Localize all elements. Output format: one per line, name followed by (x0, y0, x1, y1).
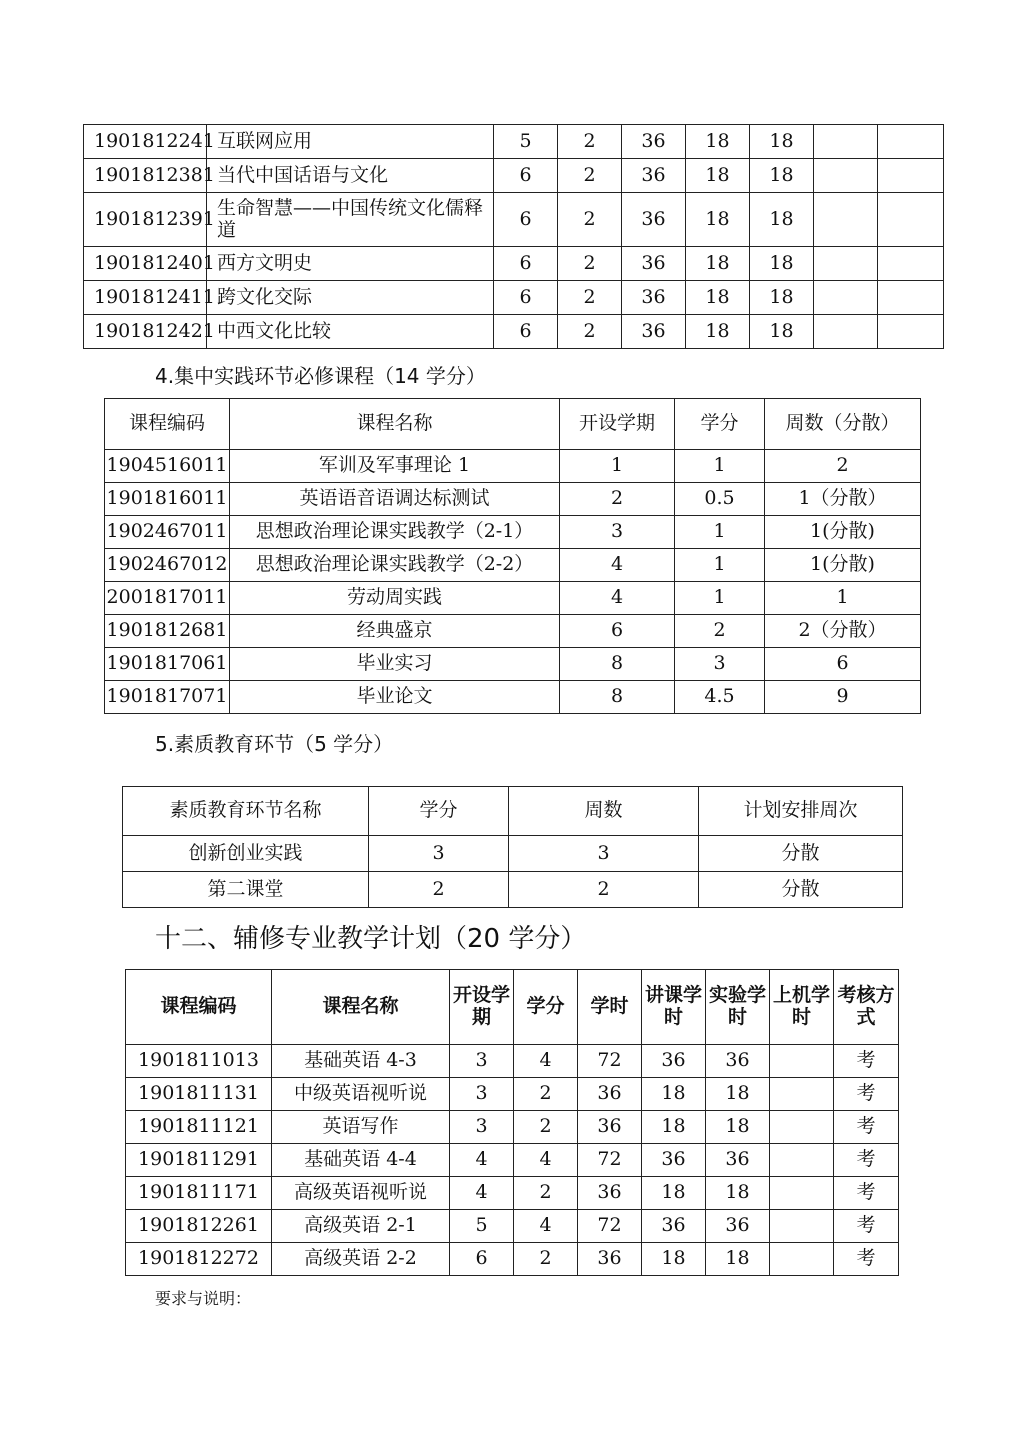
table-cell: 1(分散) (765, 516, 921, 549)
table-cell: 18 (642, 1177, 706, 1210)
table-cell: 18 (706, 1243, 770, 1276)
course-code-cell: 第二课堂 (123, 872, 369, 908)
course-code-cell: 1901812241 (84, 125, 207, 159)
header-cell: 课程名称 (272, 970, 450, 1045)
course-code-cell: 1901812272 (126, 1243, 272, 1276)
table-cell: 1（分散） (765, 483, 921, 516)
course-code-cell: 2001817011 (105, 582, 230, 615)
quality-table-header (123, 787, 903, 836)
section4-title: 4.集中实践环节必修课程（14 学分） (155, 364, 486, 388)
table-cell: 1 (675, 450, 765, 483)
table-cell: 2 (509, 872, 699, 908)
table-row (126, 1144, 899, 1177)
table-cell: 2 (514, 1111, 578, 1144)
table-cell: 4 (514, 1144, 578, 1177)
course-name-cell: 思想政治理论课实践教学（2-2） (230, 549, 560, 582)
table-cell: 2 (558, 315, 622, 349)
table-row (126, 1243, 899, 1276)
table-cell: 18 (750, 125, 814, 159)
course-code-cell: 1901811121 (126, 1111, 272, 1144)
table-cell: 5 (494, 125, 558, 159)
course-name-cell: 中级英语视听说 (272, 1078, 450, 1111)
table-cell: 36 (578, 1177, 642, 1210)
course-code-cell: 1901812421 (84, 315, 207, 349)
table-cell: 8 (560, 681, 675, 714)
course-name-cell: 毕业实习 (230, 648, 560, 681)
table-cell: 36 (578, 1078, 642, 1111)
table-cell: 36 (706, 1210, 770, 1243)
course-name-cell: 基础英语 4-4 (272, 1144, 450, 1177)
table-cell: 18 (750, 315, 814, 349)
table-cell: 2 (558, 125, 622, 159)
course-name-cell: 高级英语视听说 (272, 1177, 450, 1210)
table-row (105, 681, 921, 714)
table-cell (814, 281, 878, 315)
table-cell: 36 (642, 1210, 706, 1243)
table-cell: 18 (706, 1177, 770, 1210)
course-name-cell: 2 (369, 872, 509, 908)
table-cell: 36 (622, 193, 686, 247)
table-cell: 36 (642, 1144, 706, 1177)
table-cell: 4 (560, 549, 675, 582)
table-cell: 1 (675, 582, 765, 615)
header-cell: 学时 (578, 970, 642, 1045)
requirements-note: 要求与说明： (155, 1289, 252, 1308)
table-cell: 36 (622, 315, 686, 349)
course-code-cell: 1901816011 (105, 483, 230, 516)
table-cell: 6 (494, 193, 558, 247)
table-cell: 4 (450, 1144, 514, 1177)
table-cell: 18 (706, 1078, 770, 1111)
course-code-cell: 1901811013 (126, 1045, 272, 1078)
table-cell: 考 (834, 1078, 899, 1111)
table-cell: 6 (494, 281, 558, 315)
table-cell: 1 (765, 582, 921, 615)
table-cell: 2 (514, 1078, 578, 1111)
course-name-cell: 跨文化交际 (207, 281, 494, 315)
table-row (126, 1210, 899, 1243)
table-cell: 考 (834, 1045, 899, 1078)
table-cell: 1(分散) (765, 549, 921, 582)
table-cell: 72 (578, 1144, 642, 1177)
table-cell: 2 (514, 1177, 578, 1210)
table-cell: 2 (675, 615, 765, 648)
table-cell (770, 1243, 834, 1276)
table-cell: 2 (558, 159, 622, 193)
header-cell: 开设学期 (560, 399, 675, 450)
table-cell (770, 1111, 834, 1144)
table-cell (878, 315, 944, 349)
table-cell: 5 (450, 1210, 514, 1243)
table-cell: 6 (560, 615, 675, 648)
table-cell (878, 247, 944, 281)
table-cell: 3 (509, 836, 699, 872)
table-row (84, 315, 944, 349)
course-name-cell: 当代中国话语与文化 (207, 159, 494, 193)
course-code-cell: 1901812411 (84, 281, 207, 315)
table-cell: 18 (686, 281, 750, 315)
minor-table-body (126, 1045, 899, 1276)
table-cell: 4.5 (675, 681, 765, 714)
table-cell (878, 281, 944, 315)
table-cell: 6 (450, 1243, 514, 1276)
table-cell (814, 125, 878, 159)
course-name-cell: 经典盛京 (230, 615, 560, 648)
table-cell: 1 (675, 549, 765, 582)
header-cell: 周数 (509, 787, 699, 836)
practice-course-table (104, 398, 921, 714)
course-code-cell: 1901817071 (105, 681, 230, 714)
table-cell: 36 (706, 1045, 770, 1078)
header-cell: 开设学期 (450, 970, 514, 1045)
table-cell: 2 (514, 1243, 578, 1276)
table-cell (770, 1177, 834, 1210)
table-cell: 18 (750, 193, 814, 247)
table-cell: 18 (686, 125, 750, 159)
previous-course-table (83, 124, 944, 349)
table-cell: 0.5 (675, 483, 765, 516)
section12-title: 十二、辅修专业教学计划（20 学分） (155, 924, 587, 954)
table-cell (814, 193, 878, 247)
table-cell: 18 (706, 1111, 770, 1144)
table-cell (770, 1210, 834, 1243)
header-cell: 学分 (369, 787, 509, 836)
table-cell: 8 (560, 648, 675, 681)
table-cell: 考 (834, 1111, 899, 1144)
table-cell: 考 (834, 1177, 899, 1210)
table-cell: 18 (686, 315, 750, 349)
table-row (123, 872, 903, 908)
table-cell: 4 (514, 1045, 578, 1078)
course-code-cell: 1901812261 (126, 1210, 272, 1243)
table-cell: 6 (494, 247, 558, 281)
section5-title: 5.素质教育环节（5 学分） (155, 732, 394, 756)
table-cell: 6 (494, 159, 558, 193)
course-code-cell: 1901812681 (105, 615, 230, 648)
course-name-cell: 互联网应用 (207, 125, 494, 159)
table-cell: 36 (622, 247, 686, 281)
header-cell: 课程编码 (126, 970, 272, 1045)
table-cell: 18 (642, 1111, 706, 1144)
minor-plan-table (125, 969, 899, 1276)
table-cell (878, 159, 944, 193)
table-cell: 3 (450, 1078, 514, 1111)
table-cell: 4 (450, 1177, 514, 1210)
table-cell: 3 (560, 516, 675, 549)
table-cell: 3 (450, 1045, 514, 1078)
table-cell: 9 (765, 681, 921, 714)
header-cell: 学分 (675, 399, 765, 450)
table-cell: 18 (686, 193, 750, 247)
table-cell (878, 193, 944, 247)
header-cell: 讲课学时 (642, 970, 706, 1045)
table-cell: 18 (686, 247, 750, 281)
table-row (105, 483, 921, 516)
table-cell: 3 (675, 648, 765, 681)
table-row (123, 836, 903, 872)
header-cell: 实验学时 (706, 970, 770, 1045)
table-cell: 4 (560, 582, 675, 615)
header-cell: 计划安排周次 (699, 787, 903, 836)
table-row (84, 159, 944, 193)
course-code-cell: 1901811171 (126, 1177, 272, 1210)
table-cell (770, 1078, 834, 1111)
table-cell: 36 (622, 125, 686, 159)
table-row (105, 648, 921, 681)
course-name-cell: 西方文明史 (207, 247, 494, 281)
course-code-cell: 1901811131 (126, 1078, 272, 1111)
previous-table-body (84, 125, 944, 349)
course-code-cell: 1901812381 (84, 159, 207, 193)
table-cell: 2 (558, 247, 622, 281)
header-cell: 课程编码 (105, 399, 230, 450)
table-cell: 分散 (699, 836, 903, 872)
course-name-cell: 高级英语 2-2 (272, 1243, 450, 1276)
course-code-cell: 1901812401 (84, 247, 207, 281)
table-cell: 72 (578, 1210, 642, 1243)
table-row (84, 281, 944, 315)
table-row (105, 615, 921, 648)
table-cell: 考 (834, 1243, 899, 1276)
table-cell (770, 1045, 834, 1078)
table-row (126, 1045, 899, 1078)
table-cell: 36 (578, 1111, 642, 1144)
table-cell: 72 (578, 1045, 642, 1078)
table-cell: 36 (622, 159, 686, 193)
table-cell: 6 (765, 648, 921, 681)
table-row (105, 549, 921, 582)
course-code-cell: 1901817061 (105, 648, 230, 681)
course-name-cell: 3 (369, 836, 509, 872)
table-cell: 考 (834, 1144, 899, 1177)
table-cell: 2 (765, 450, 921, 483)
table-cell: 考 (834, 1210, 899, 1243)
table-cell: 3 (450, 1111, 514, 1144)
table-cell: 36 (706, 1144, 770, 1177)
course-code-cell: 创新创业实践 (123, 836, 369, 872)
course-name-cell: 英语写作 (272, 1111, 450, 1144)
table-cell: 18 (750, 247, 814, 281)
table-row (84, 125, 944, 159)
table-row (105, 450, 921, 483)
table-cell: 18 (750, 159, 814, 193)
table-cell: 18 (642, 1243, 706, 1276)
course-code-cell: 1901811291 (126, 1144, 272, 1177)
minor-table-header (126, 970, 899, 1045)
table-row (126, 1177, 899, 1210)
table-cell (770, 1144, 834, 1177)
table-cell: 1 (675, 516, 765, 549)
course-name-cell: 基础英语 4-3 (272, 1045, 450, 1078)
table-row (105, 516, 921, 549)
practice-table-header (105, 399, 921, 450)
practice-table-body (105, 450, 921, 714)
header-cell: 上机学时 (770, 970, 834, 1045)
header-cell: 素质教育环节名称 (123, 787, 369, 836)
table-row (126, 1111, 899, 1144)
course-name-cell: 毕业论文 (230, 681, 560, 714)
table-cell: 36 (642, 1045, 706, 1078)
table-cell: 2 (560, 483, 675, 516)
table-row (105, 582, 921, 615)
table-cell (878, 125, 944, 159)
course-name-cell: 中西文化比较 (207, 315, 494, 349)
course-name-cell: 劳动周实践 (230, 582, 560, 615)
table-cell: 4 (514, 1210, 578, 1243)
course-code-cell: 1902467012 (105, 549, 230, 582)
header-cell: 学分 (514, 970, 578, 1045)
table-cell (814, 247, 878, 281)
table-cell: 6 (494, 315, 558, 349)
header-cell: 课程名称 (230, 399, 560, 450)
table-cell (814, 159, 878, 193)
table-cell: 36 (622, 281, 686, 315)
table-cell: 2（分散） (765, 615, 921, 648)
header-cell: 周数（分散） (765, 399, 921, 450)
course-name-cell: 军训及军事理论 1 (230, 450, 560, 483)
quality-education-table (122, 786, 903, 908)
course-code-cell: 1902467011 (105, 516, 230, 549)
table-cell (814, 315, 878, 349)
table-cell: 18 (686, 159, 750, 193)
table-cell: 18 (750, 281, 814, 315)
course-name-cell: 高级英语 2-1 (272, 1210, 450, 1243)
course-name-cell: 思想政治理论课实践教学（2-1） (230, 516, 560, 549)
course-name-cell: 英语语音语调达标测试 (230, 483, 560, 516)
table-cell: 36 (578, 1243, 642, 1276)
table-cell: 2 (558, 193, 622, 247)
course-code-cell: 1904516011 (105, 450, 230, 483)
table-cell: 18 (642, 1078, 706, 1111)
table-row (84, 247, 944, 281)
course-name-cell: 生命智慧——中国传统文化儒释道 (207, 193, 494, 247)
table-cell: 1 (560, 450, 675, 483)
header-cell: 考核方式 (834, 970, 899, 1045)
table-row (84, 193, 944, 247)
table-cell: 分散 (699, 872, 903, 908)
quality-table-body (123, 836, 903, 908)
table-cell: 2 (558, 281, 622, 315)
table-row (126, 1078, 899, 1111)
course-code-cell: 1901812391 (84, 193, 207, 247)
